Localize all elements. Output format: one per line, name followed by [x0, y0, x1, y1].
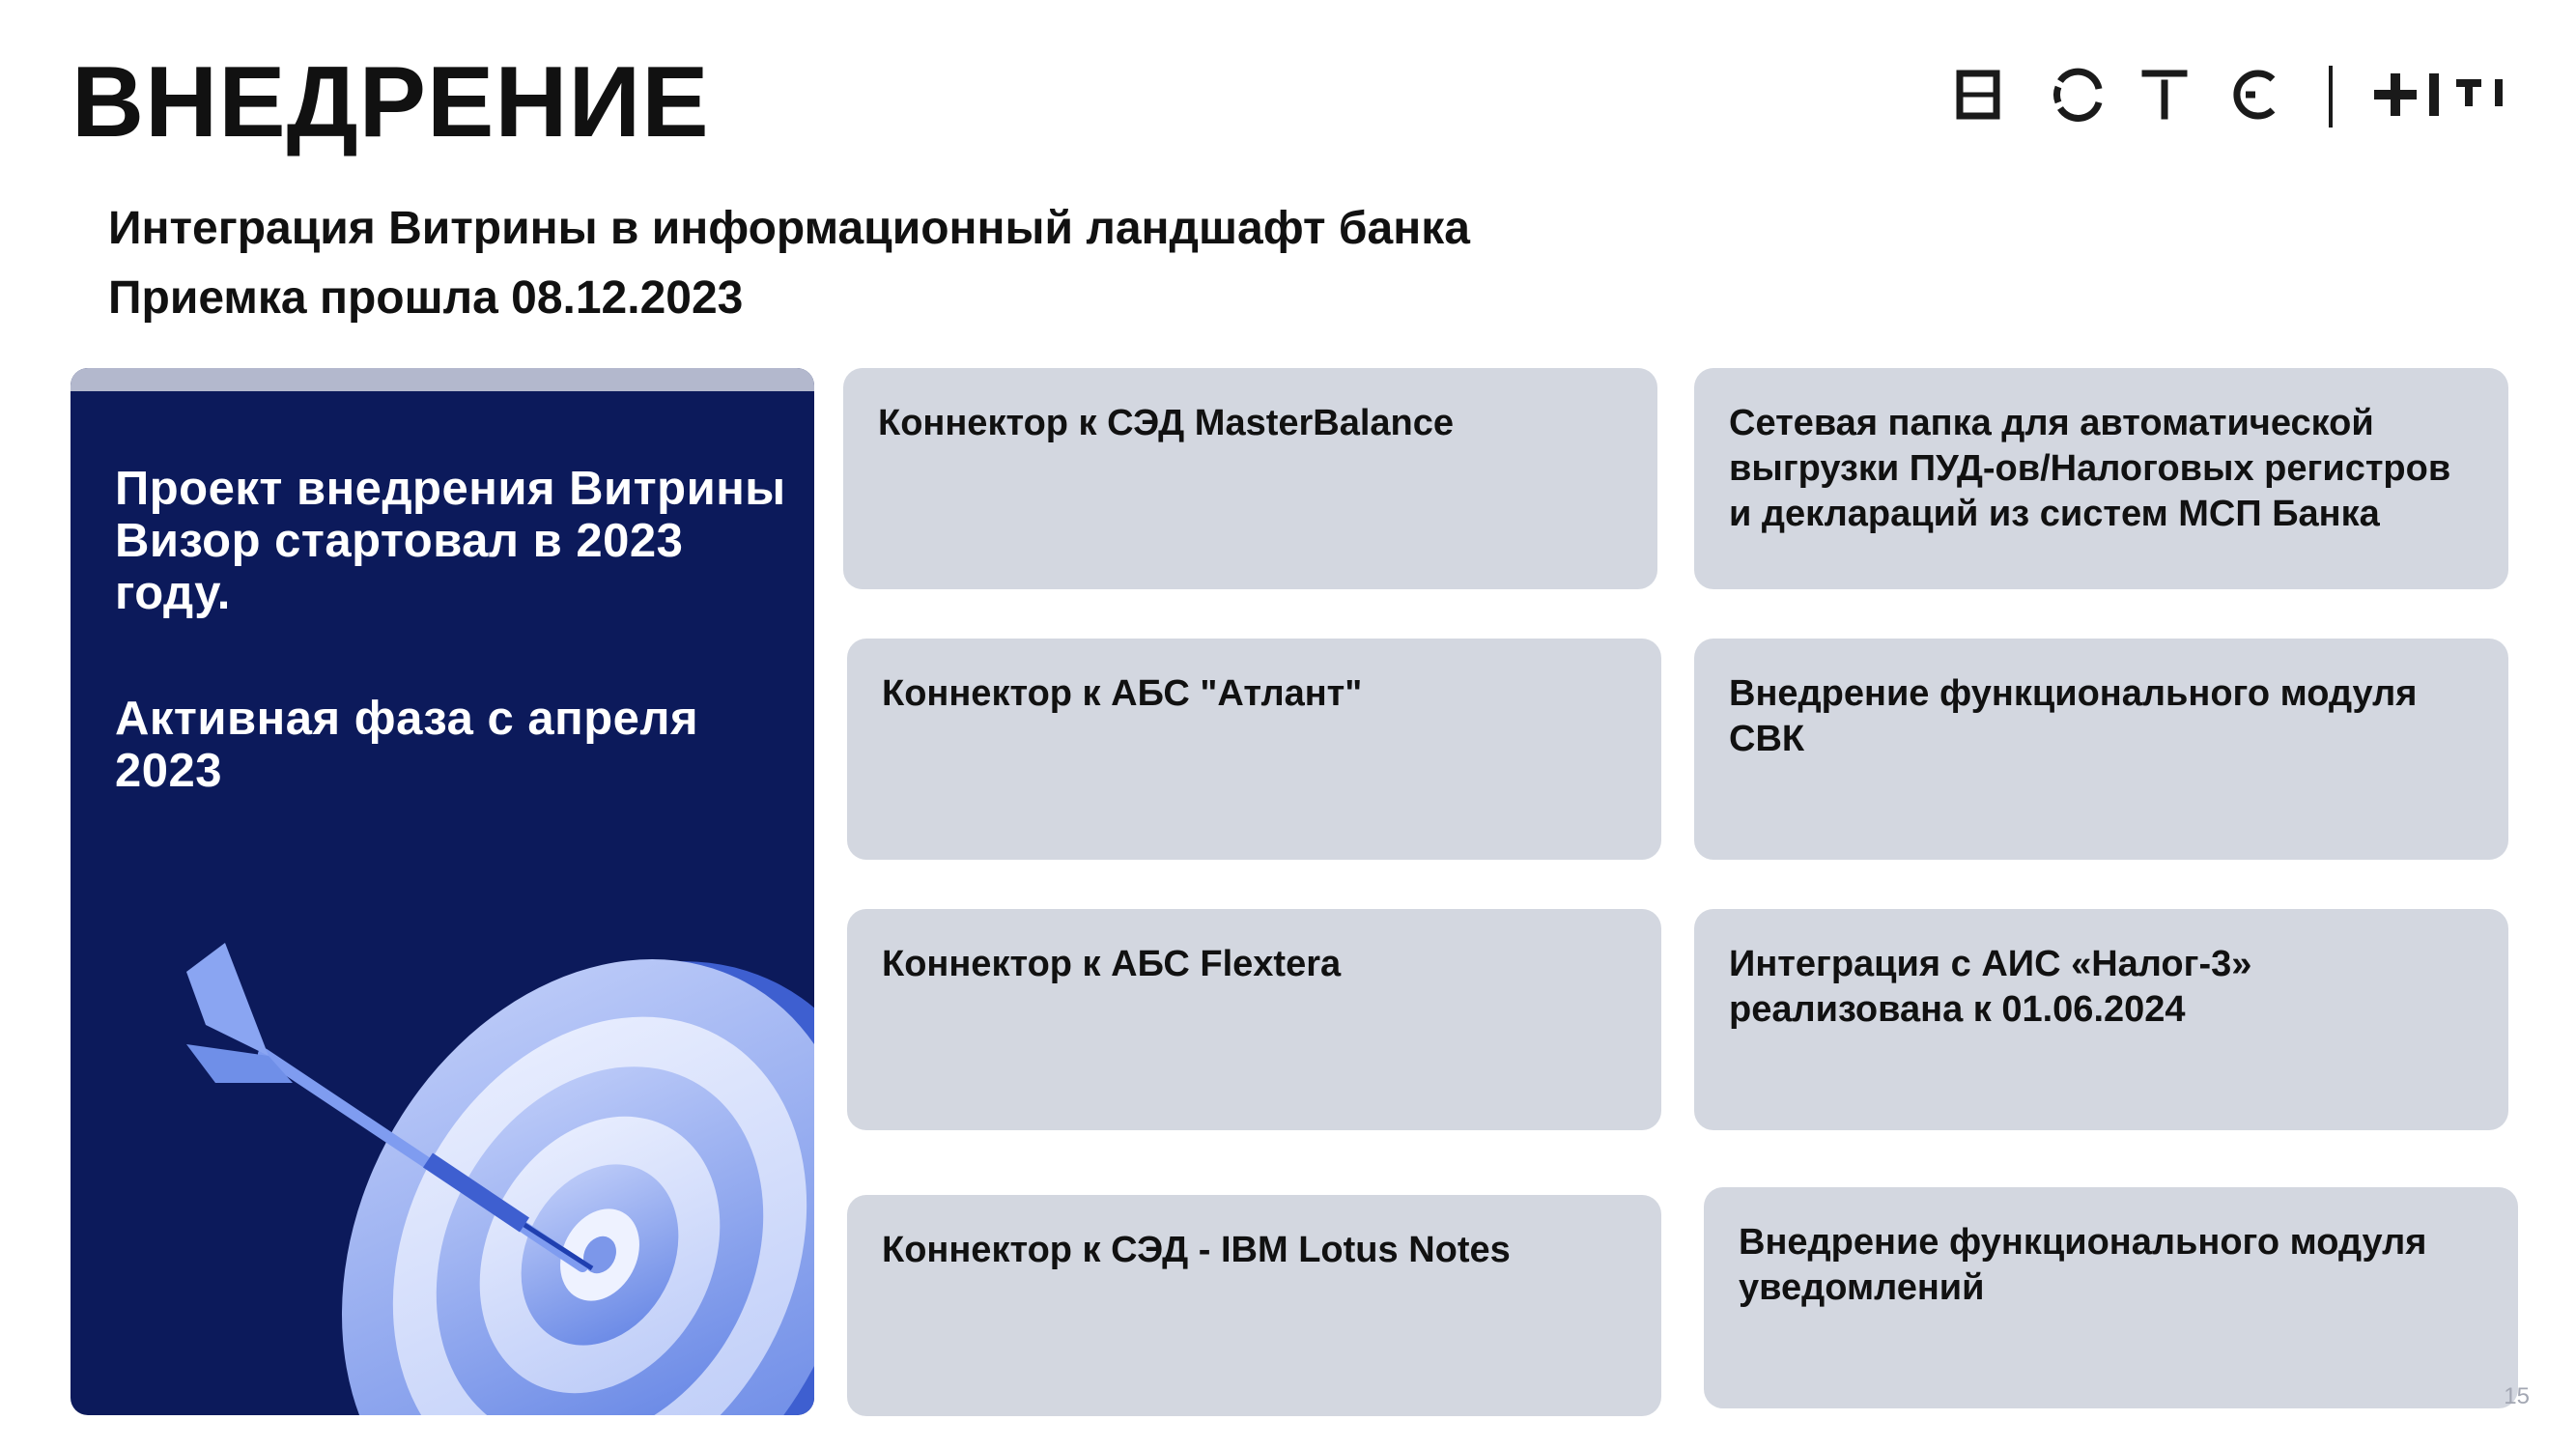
card-atlant-connector: Коннектор к АБС "Атлант": [847, 639, 1661, 860]
logo-t1-icon: [2374, 73, 2503, 116]
company-logo: [1946, 60, 2526, 133]
card-notifications-module: Внедрение функционального модуля уведомлений: [1704, 1187, 2518, 1408]
logo-letter-o-icon: [2056, 71, 2099, 118]
dartboard-target-icon: [71, 368, 814, 1415]
card-flextera-connector: Коннектор к АБС Flextera: [847, 909, 1661, 1130]
active-phase-text: Активная фаза с апреля 2023: [115, 693, 699, 797]
slide-title: ВНЕДРЕНИЕ: [71, 46, 710, 158]
card-svk-module: Внедрение функционального модуля СВК: [1694, 639, 2508, 860]
logo-letter-n-icon: [1960, 73, 1996, 116]
slide-subtitle-integration: Интеграция Витрины в информационный ландшафт банка: [108, 203, 1470, 254]
card-lotus-notes-connector: Коннектор к СЭД - IBM Lotus Notes: [847, 1195, 1661, 1416]
project-info-panel: [71, 368, 814, 1415]
card-masterbalance-connector: Коннектор к СЭД MasterBalance: [843, 368, 1657, 589]
slide-subtitle-acceptance: Приемка прошла 08.12.2023: [108, 272, 744, 324]
card-network-folder: Сетевая папка для автоматической выгрузки ПУД-ов/Налоговых регистров и деклараций из систем МСП Банка: [1694, 368, 2508, 589]
project-start-text: Проект внедрения Витрины Визор стартовал в 2023 году.: [115, 463, 786, 619]
page-number: 15: [2504, 1383, 2530, 1409]
logo-letter-s-icon: [2237, 73, 2273, 116]
logo-letter-t-icon: [2145, 73, 2184, 116]
card-nalog3-integration: Интеграция с АИС «Налог-3» реализована к 01.06.2024: [1694, 909, 2508, 1130]
